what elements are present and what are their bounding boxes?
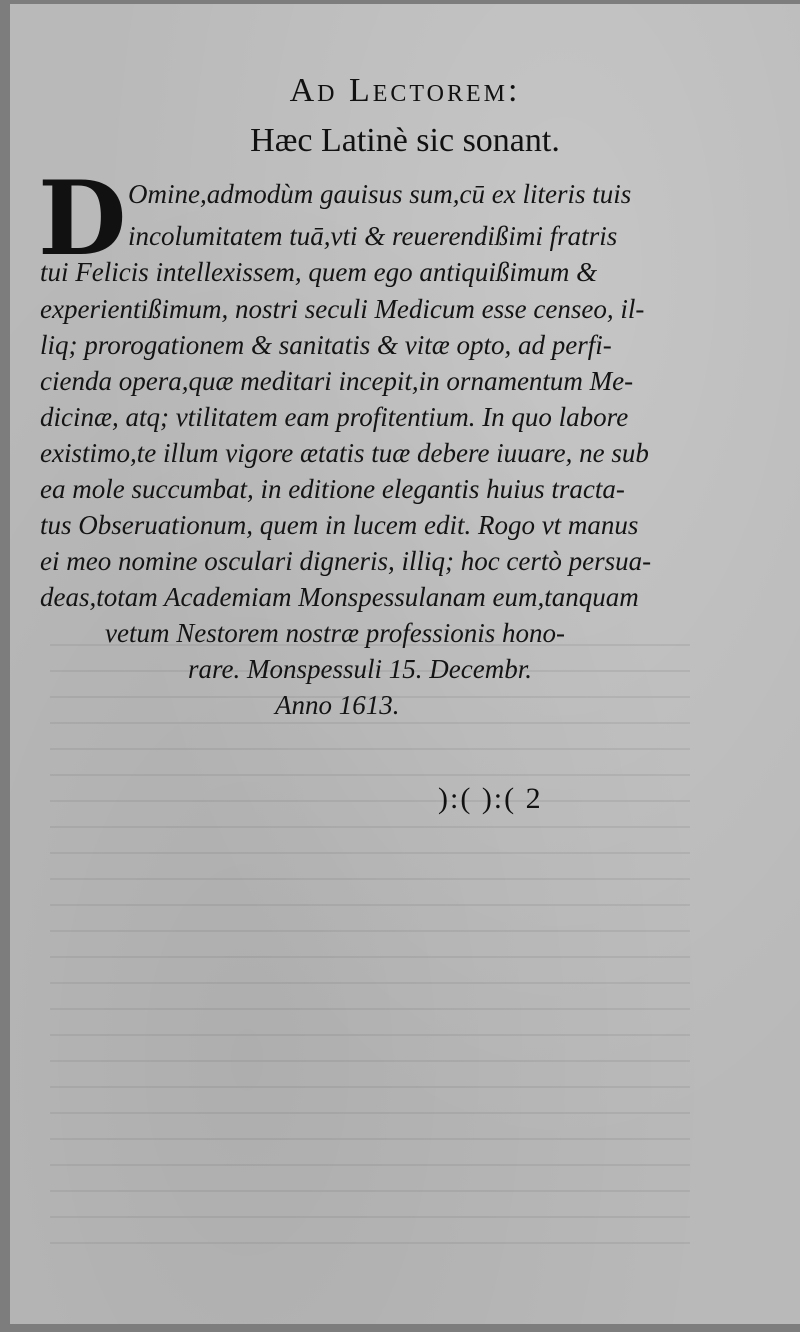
body-line: rare. Monspessuli 15. Decembr. [188, 654, 532, 684]
body-line: vetum Nestorem nostræ professionis hono- [105, 618, 565, 648]
body-line: tus Obseruationum, quem in lucem edit. Rogo vt manus [40, 510, 639, 540]
body-line: cienda opera,quæ meditari incepit,in ornamentum Me- [40, 366, 634, 396]
body-line: tui Felicis intellexissem, quem ego antiquißimum & [40, 257, 598, 287]
body-line: liq; prorogationem & sanitatis & vitæ opto, ad perfi- [40, 330, 612, 360]
body-line: experientißimum, nostri seculi Medicum esse censeo, il- [40, 294, 645, 324]
date-line: Anno 1613. [275, 690, 400, 720]
body-line: incolumitatem tuā,vti & reuerendißimi fratris [128, 221, 618, 251]
show-through-text [50, 644, 690, 1264]
body-line: Omine,admodùm gauisus sum,cū ex literis tuis [128, 179, 632, 209]
body-line: ea mole succumbat, in editione elegantis huius tracta- [40, 474, 625, 504]
body-line: dicinæ, atq; vtilitatem eam profitentium. In quo labore [40, 402, 629, 432]
signature-mark: ):( ):( 2 [438, 782, 543, 815]
page-title: Ad Lectorem: [289, 72, 521, 109]
body-line: deas,totam Academiam Monspessulanam eum,tanquam [40, 582, 639, 612]
body-line: ei meo nomine osculari digneris, illiq; hoc certò persua- [40, 546, 652, 576]
body-line: existimo,te illum vigore ætatis tuæ debere iuuare, ne sub [40, 438, 649, 468]
book-page [10, 4, 800, 1324]
drop-cap-initial: D [38, 159, 127, 279]
page-subtitle: Hæc Latinè sic sonant. [250, 122, 560, 159]
